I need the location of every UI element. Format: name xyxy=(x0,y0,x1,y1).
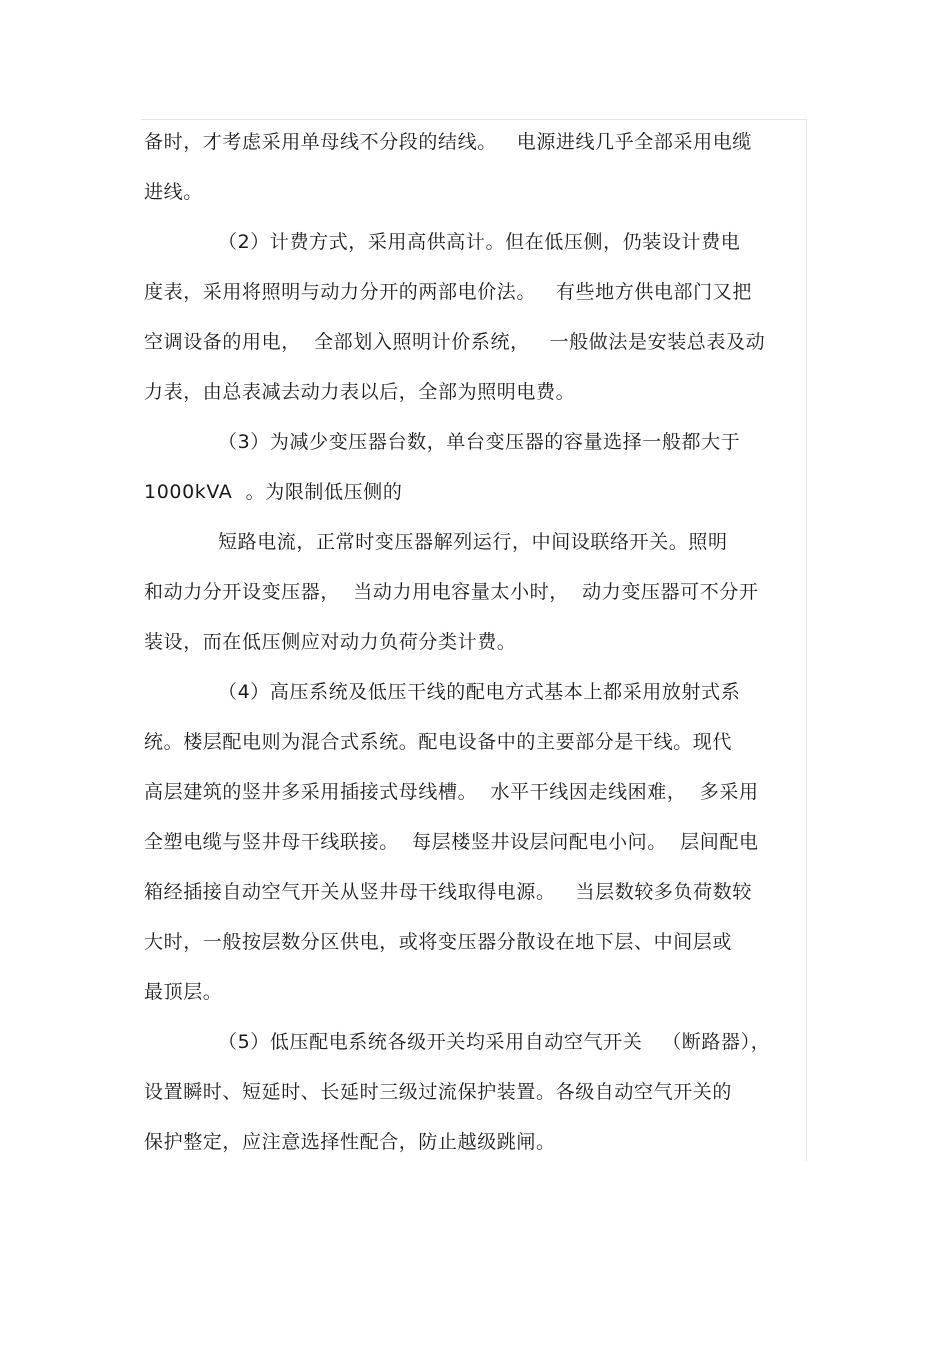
text-line: 装设，而在低压侧应对动力负荷分类计费。 xyxy=(144,631,517,653)
text-line: 大时，一般按层数分区供电，或将变压器分散设在地下层、中间层或 xyxy=(144,931,733,953)
text-line: 和动力分开设变压器， 当动力用电容量太小时， 动力变压器可不分开 xyxy=(144,581,759,603)
text-line: 度表，采用将照明与动力分开的两部电价法。 有些地方供电部门又把 xyxy=(144,281,752,303)
text-line: 1000kVA 。为限制低压侧的 xyxy=(144,481,403,503)
text-line: （3）为减少变压器台数，单台变压器的容量选择一般都大于 xyxy=(218,431,741,453)
text-line: 短路电流，正常时变压器解列运行，中间设联络开关。照明 xyxy=(218,531,728,553)
text-line: 全塑电缆与竖井母干线联接。 每层楼竖井设层问配电小问。 层间配电 xyxy=(144,831,759,853)
text-line: （2）计费方式，采用高供高计。但在低压侧，仍装设计费电 xyxy=(218,231,741,253)
text-line: 最顶层。 xyxy=(144,981,223,1003)
text-line: （5）低压配电系统各级开关均采用自动空气开关 （断路器）， xyxy=(218,1031,771,1053)
text-line: 力表，由总表减去动力表以后，全部为照明电费。 xyxy=(144,381,576,403)
text-line: 高层建筑的竖井多采用插接式母线槽。 水平干线因走线困难， 多采用 xyxy=(144,781,759,803)
text-line: 统。楼层配电则为混合式系统。配电设备中的主要部分是干线。现代 xyxy=(144,731,733,753)
text-line: 设置瞬时、短延时、长延时三级过流保护装置。各级自动空气开关的 xyxy=(144,1081,733,1103)
text-line: 备时，才考虑采用单母线不分段的结线。 电源进线几乎全部采用电缆 xyxy=(144,131,752,153)
text-line: 箱经插接自动空气开关从竖井母干线取得电源。 当层数较多负荷数较 xyxy=(144,881,752,903)
text-line: （4）高压系统及低压干线的配电方式基本上都采用放射式系 xyxy=(218,681,741,703)
text-line: 进线。 xyxy=(144,181,203,203)
text-line: 空调设备的用电， 全部划入照明计价系统， 一般做法是安装总表及动 xyxy=(144,331,766,353)
text-line: 保护整定，应注意选择性配合，防止越级跳闸。 xyxy=(144,1131,556,1153)
